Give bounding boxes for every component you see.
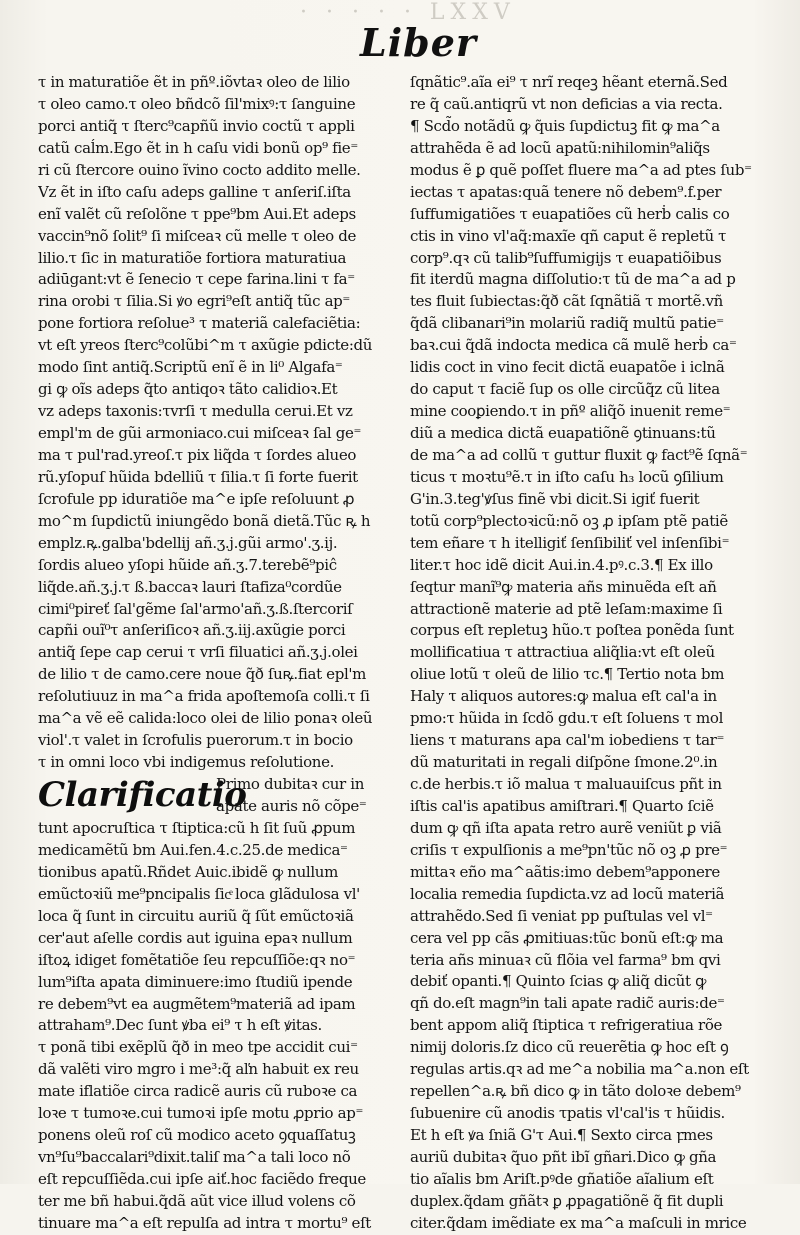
text-line: ponens oleũ roſ cũ modico aceto ꝯquaſſatuꝫ xyxy=(38,1126,356,1145)
text-line: tinuare ma^a eſt repulſa ad intra τ mortu⁹ eſt xyxy=(38,1213,371,1232)
text-line: adiūgant:vt ẽ ſenecio τ cepe farina.lini τ fa⁼ xyxy=(38,270,355,289)
text-line: medicamẽtũ bm Aui.fen.4.c.25.de medica⁼ xyxy=(38,840,348,859)
text-line: ſqnãtic⁹.aĩa ei⁹ τ nrĩ reqeꝫ hẽant eternã.Sed xyxy=(410,73,728,91)
text-line: lidis coct in vino fecit dictã euapatõe i iclnã xyxy=(410,358,725,377)
text-line: dũ maturitati in regali diſpõne ſmone.2⁰.in xyxy=(410,753,718,772)
text-line: emplz.ꝶ.galba'bdellij añ.ʒ.j.gũi armo'.ʒ.ij. xyxy=(38,533,338,552)
text-line: do caput τ faciẽ ſup os olle circũq̃z cũ litea xyxy=(410,380,720,399)
text-line: mollificatiua τ attractiua aliq̃lia:vt eſt oleũ xyxy=(410,643,715,662)
text-line: citer.q̃dam imẽdiate ex ma^a maſculi in mrice xyxy=(410,1213,747,1232)
text-line: ri cũ ſtercore ouino ĩvino cocto addito melle. xyxy=(38,160,361,179)
text-line: attrahẽda ẽ ad locũ apatũ:nihilomin⁹aliq̃s xyxy=(410,138,710,157)
heading-side-text xyxy=(216,774,388,818)
text-line: apate auris nõ cõpe⁼ xyxy=(216,796,367,815)
text-line: τ in maturatiõe ẽt in pñº.iõvtaꝛ oleo de lilio xyxy=(38,73,350,91)
text-line: iſtoꝝ idiget fomẽtatiõe ſeu repcuſſiõe:qꝛ no⁼ xyxy=(38,950,356,969)
right-column xyxy=(410,72,760,1235)
text-line: oliue lotũ τ oleũ de lilio τc.¶ Tertio nota bm xyxy=(410,665,725,684)
text-line: ſordis alueo yſopi hũide añ.ʒ.7.terebẽ⁹piĉ xyxy=(38,555,337,574)
text-line: mate iflatiõe circa radicẽ auris cũ ruboꝛe ca xyxy=(38,1082,358,1101)
text-line: ſuffumigatiões τ euapatiões cũ herḃ calis co xyxy=(410,204,730,223)
text-line: τ ponã tibi exẽplũ q̃ð in meo tpe accidit cui⁼ xyxy=(38,1038,358,1057)
text-line: ter me bñ habui.q̃dã aũt vice illud volens cõ xyxy=(38,1191,356,1210)
text-line: attrahẽdo.Sed ſi veniat pp puſtulas vel vl⁼ xyxy=(410,906,713,925)
text-line: re debem⁹vt ea augmẽtem⁹materiã ad ipam xyxy=(38,994,356,1013)
text-line: iſtis cal'is apatibus amiſtrari.¶ Quarto ſciẽ xyxy=(410,796,714,815)
text-line: τ oleo camo.τ oleo bñdcõ ſil'mixꝰ:τ ſanguine xyxy=(38,94,356,113)
text-line: debiť opanti.¶ Quinto ſcias ꝙ aliq̃ dicũt ꝙ xyxy=(410,972,706,991)
text-line: empl'm de gũi armoniaco.cui miſceaꝛ ſal ge⁼ xyxy=(38,424,362,442)
text-line: viol'.τ valet in ſcrofulis puerorum.τ in bocio xyxy=(38,731,353,750)
text-line: modus ẽ ꝑ quẽ poſſet fluere ma^a ad ptes ſub⁼ xyxy=(410,160,752,179)
bleed-through-header: · · · · · LXXV xyxy=(300,0,516,25)
text-line: tes fluit ſubiectas:q̃ð cãt ſqnãtiã τ mortẽ.vñ xyxy=(410,292,723,311)
text-line: pmo:τ hũida in ſcdõ gdu.τ eſt ſoluens τ mol xyxy=(410,709,724,728)
text-line: mittaꝛ eño ma^aãtis:imo debem⁹apponere xyxy=(410,862,720,881)
text-line: q̃dã clibanari⁹in molariũ radiq̃ multũ patie⁼ xyxy=(410,314,724,333)
text-line: liq̃de.añ.ʒ.j.τ ß.baccaꝛ lauri ſtafiza⁰cordũe xyxy=(38,577,342,596)
left-column xyxy=(38,72,388,1235)
text-line: diũ a medica dictã euapatiõnẽ ꝯtinuans:tũ xyxy=(410,424,716,442)
text-line: c.de herbis.τ iõ malua τ maluauiſcus pñt in xyxy=(410,775,722,793)
text-line: tionibus apatũ.Rñdet Auic.ibidẽ ꝙ nullum xyxy=(38,862,338,881)
text-line: repellen^a.ꝶ bñ dico ꝙ in tãto doloꝛe debem⁹ xyxy=(410,1082,741,1101)
text-line: cera vel pp cãs ꝓmitiuas:tũc bonũ eſt:ꝙ ma xyxy=(410,928,724,947)
left-column-lower-text xyxy=(38,818,388,1235)
text-line: totũ corp⁹plectoꝛicũ:nõ oꝫ ꝓ ipſam ptẽ patiẽ xyxy=(410,511,728,530)
text-line: τ in omni loco vbi indigemus reſolutione. xyxy=(38,753,335,772)
text-line: capñi ouĩ⁰τ anſeriſicoꝛ añ.ʒ.iij.axũgie porci xyxy=(38,621,346,640)
text-line: ctis in vino vl'aq̃:maxĩe qñ caput ẽ repletũ τ xyxy=(410,226,727,245)
text-line: criſis τ expulſionis a me⁹pn'tũc nõ oꝫ ꝓ pre⁼ xyxy=(410,840,728,859)
text-line: liens τ maturans apa cal'm iobediens τ tar⁼ xyxy=(410,731,725,750)
text-line: rina orobi τ ſilia.Si ꝟo egri⁹eſt antiq̃ tũc ap⁼ xyxy=(38,292,350,311)
text-line: localia remedia ſupdicta.vz ad locũ materiã xyxy=(410,884,725,903)
text-line: Et h eſt ꝟa ſniã G'τ Aui.¶ Sexto circa ꝼmes xyxy=(410,1126,713,1144)
text-line: porci antiq̃ τ ſterc⁹capñũ invio coctũ τ appli xyxy=(38,116,355,135)
text-line: Haly τ aliquos autores:ꝙ malua eſt cal'a in xyxy=(410,687,717,706)
text-line: corp⁹.qꝛ cũ talib⁹ſuffumigijs τ euapatiõibus xyxy=(410,248,722,267)
text-line: tem eñare τ h itelligiť ſenſibiliť vel inſenſibi⁼ xyxy=(410,533,730,552)
text-line: corpus eſt repletuꝫ hũo.τ poſtea ponẽda ſunt xyxy=(410,621,734,640)
text-line: mine cooꝑiendo.τ in pñº aliq̃õ inuenit reme⁼ xyxy=(410,402,731,421)
text-line: loca q̃ ſunt in circuitu auriũ q̃ ſũt emũctoꝛiã xyxy=(38,906,354,925)
text-line: liter.τ hoc idẽ dicit Aui.in.4.pꝰ.c.3.¶ Ex illo xyxy=(410,555,713,574)
text-line: auriũ dubitaꝛ q̃uo pñt ibĩ gñari.Dico ꝙ gña xyxy=(410,1147,717,1166)
text-line: modo ſint antiq̃.Scriptũ enĩ ẽ in li⁰ Algafa⁼ xyxy=(38,358,343,377)
text-line: fit iterdũ magna diſſolutio:τ tũ de ma^a ad p xyxy=(410,270,736,289)
text-line: lum⁹iſta apata diminuere:imo ſtudiũ ipende xyxy=(38,972,353,991)
text-line: pone fortiora reſolue³ τ materiã calefaciẽtia: xyxy=(38,314,361,333)
text-line: nimij doloris.ſz dico cũ reuerẽtia ꝙ hoc eſt ꝯ xyxy=(410,1038,729,1057)
text-line: attraham⁹.Dec ſunt ꝟba ei⁹ τ h eſt ꝟitas. xyxy=(38,1016,322,1035)
text-line: ma τ pul'rad.yreoſ.τ pix liq̃da τ ſordes alueo xyxy=(38,445,357,464)
text-line: regulas artis.qꝛ ad me^a nobilia ma^a.non eſt xyxy=(410,1060,749,1079)
text-line: rũ.yſopuſ hũida bdelliũ τ ſilia.τ ſi forte fuerit xyxy=(38,467,358,486)
text-line: duplex.q̃dam gñãtꝛ ꝑ ꝓpagatiõnẽ q̃ fit dupli xyxy=(410,1191,724,1210)
text-line: ¶ Scd̃o notãdũ ꝙ q̃uis ſupdictuꝫ fit ꝙ ma^a xyxy=(410,116,720,135)
text-line: dum ꝙ qñ iſta apata retro aurẽ veniũt ꝑ viã xyxy=(410,818,722,837)
section-heading-block xyxy=(38,774,388,818)
section-heading: Clarificatio xyxy=(38,775,247,815)
text-line: loꝛe τ tumoꝛe.cui tumoꝛi ipſe motu ꝓprio ap⁼ xyxy=(38,1104,364,1123)
text-line: iectas τ apatas:quã tenere nõ debem⁹.f.per xyxy=(410,182,722,201)
text-line: ſeqtur manĩ⁹ꝙ materia añs minuẽda eſt añ xyxy=(410,577,717,596)
text-line: de ma^a ad collũ τ guttur fluxit ꝙ fact⁹ẽ ſqnã⁼ xyxy=(410,445,748,464)
text-line: ma^a vẽ eẽ calida:loco olei de lilio ponaꝛ oleũ xyxy=(38,709,373,728)
text-line: emũctoꝛiũ me⁹pncipalis ſicͤ loca glãdulosa vl' xyxy=(38,884,360,903)
text-line: catũ caĺm.Ego ẽt in h caſu vidi bonũ op⁹ fie⁼ xyxy=(38,138,358,157)
text-line: enĩ valẽt cũ reſolõne τ ppe⁹bm Aui.Et adeps xyxy=(38,204,356,223)
text-line: Vz ẽt in iſto caſu adeps galline τ anſeriſ.iſta xyxy=(38,182,351,201)
text-line: vz adeps taxonis:τvrſi τ medulla cerui.Et vz xyxy=(38,402,353,421)
text-line: Primo dubitaꝛ cur in xyxy=(216,775,365,793)
text-line: ticus τ moꝛtu⁹ẽ.τ in iſto caſu h₃ locũ ꝯſilium xyxy=(410,467,724,486)
text-line: cimi⁰pireť ſal'gẽme ſal'armo'añ.ʒ.ß.ſtercoriſ xyxy=(38,599,353,618)
text-line: mo^m ſupdictũ iniungẽdo bonã dietã.Tũc ꝶ h xyxy=(38,511,371,530)
text-line: re q̃ caũ.antiqrũ vt non deficias a via recta. xyxy=(410,94,723,113)
text-line: cer'aut aſelle cordis aut iguina epaꝛ nullum xyxy=(38,928,353,947)
text-line: eſt repcuſſiẽda.cui ipſe aiť.hoc faciẽdo freque xyxy=(38,1170,366,1188)
text-line: G'in.3.teg'ꝟſus finẽ vbi dicit.Si igiť fuerit xyxy=(410,489,700,508)
text-line: ſubuenire cũ anodis τpatis vl'cal'is τ hũidis. xyxy=(410,1104,725,1123)
text-line: bent appom aliq̃ ſtiptica τ refrigeratiua rõe xyxy=(410,1016,723,1035)
text-line: vt eſt yreos ſterc⁹colũbi^m τ axũgie pdicte:dũ xyxy=(38,336,373,355)
text-line: vn⁹ſu⁹baccalari⁹dixit.taliſ ma^a tali loco nõ xyxy=(38,1148,351,1167)
left-column-upper-text xyxy=(38,72,388,774)
text-line: gi ꝙ oĩs adeps q̃to antiqoꝛ tãto calidioꝛ.Et xyxy=(38,380,338,399)
text-line: reſolutiuuz in ma^a frida apoſtemoſa colli.τ ſi xyxy=(38,687,370,706)
running-head: Liber xyxy=(360,20,477,65)
text-line: teria añs minuaꝛ cũ flõia vel farma⁹ bm qvi xyxy=(410,950,721,969)
text-line: qñ do.eſt magn⁹in tali apate radic̃ auris:de⁼ xyxy=(410,994,725,1013)
text-line: attractionẽ materie ad ptẽ leſam:maxime ſi xyxy=(410,599,723,618)
right-column-text xyxy=(410,72,760,1235)
text-line: tio aĩalis bm Ariſt.pꝰde gñatiõe aĩalium eſt xyxy=(410,1169,714,1188)
text-line: dã valẽti viro mgro i me³:q̃ aľn habuit ex reu xyxy=(38,1060,359,1079)
text-line: baꝛ.cui q̃dã indocta medica cã mulẽ herḃ ca⁼ xyxy=(410,336,737,355)
text-line: antiq̃ ſepe cap cerui τ vrſi filuatici añ.ʒ.j.olei xyxy=(38,643,358,662)
text-line: lilio.τ ſic in maturatiõe fortiora maturatiua xyxy=(38,248,347,267)
text-line: vaccin⁹nõ ſolit⁹ ſi miſceaꝛ cũ melle τ oleo de xyxy=(38,226,357,245)
text-line: de lilio τ de camo.cere noue q̃ð ſuꝶ.fiat epl'm xyxy=(38,665,367,684)
text-line: ſcrofule pp iduratiõe ma^e ipſe reſoluunt ꝓ xyxy=(38,489,355,508)
text-line: tunt apocruſtica τ ſtiptica:cũ h ſit ſuũ ꝓpum xyxy=(38,819,356,837)
